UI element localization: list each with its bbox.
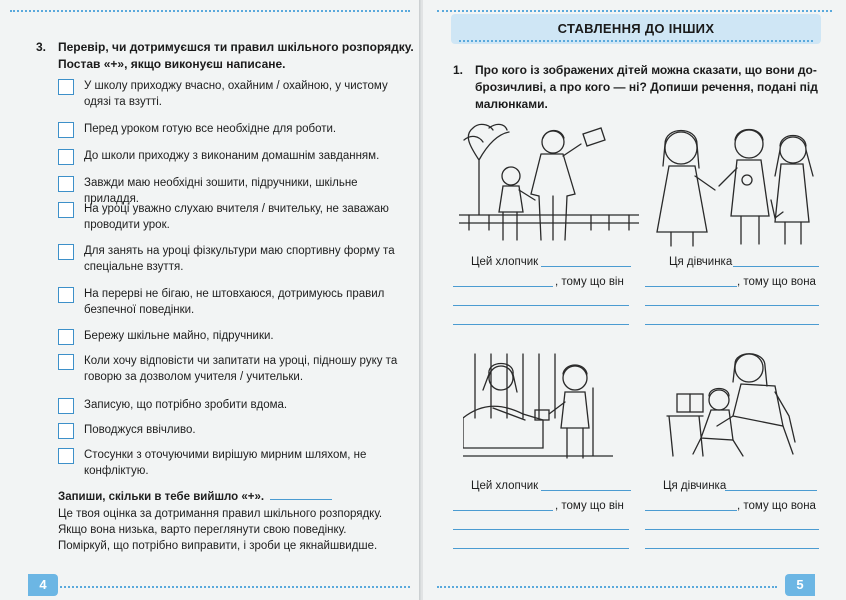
- checklist-item-text: Записую, що потрібно зробити вдома.: [84, 399, 288, 411]
- checklist-item-text: Бережу шкільне майно, підручники.: [84, 330, 274, 342]
- checkbox[interactable]: [58, 354, 74, 370]
- because-girl-2: , тому що вона: [737, 500, 816, 512]
- page-number: 4: [28, 574, 58, 596]
- answer-line[interactable]: [541, 490, 631, 491]
- caption-girl-2: Ця дівчинка: [663, 480, 727, 492]
- page-number: 5: [785, 574, 815, 596]
- because-boy-2: , тому що він: [555, 500, 624, 512]
- checklist-item-text: До школи приходжу з виконаним домашнім завданням.: [84, 150, 380, 162]
- checkbox[interactable]: [58, 149, 74, 165]
- answer-line[interactable]: [453, 286, 553, 287]
- checklist-item-text: У школу приходжу вчасно, охайним / охайною, у чистому одязі та взутті.: [84, 80, 388, 108]
- checkbox[interactable]: [58, 329, 74, 345]
- answer-line[interactable]: [733, 266, 819, 267]
- checkbox[interactable]: [58, 423, 74, 439]
- caption-boy-1: Цей хлопчик: [471, 256, 539, 268]
- section-title: СТАВЛЕННЯ ДО ІНШИХ: [451, 14, 821, 44]
- answer-line[interactable]: [453, 305, 629, 306]
- checklist-item: [58, 148, 398, 165]
- answer-line[interactable]: [645, 324, 819, 325]
- checklist-item: [58, 201, 398, 233]
- checkbox[interactable]: [58, 244, 74, 260]
- caption-boy-2: Цей хлопчик: [471, 480, 539, 492]
- plus-count-input[interactable]: [270, 499, 332, 500]
- bottom-dotted-border: [437, 586, 777, 588]
- summary-bold-line: [58, 489, 398, 505]
- checkbox[interactable]: [58, 122, 74, 138]
- checklist-item: [58, 78, 398, 110]
- answer-line[interactable]: [645, 286, 737, 287]
- checklist-item-text: Коли хочу відповісти чи запитати на уроці, підношу руку та говорю за дозволом учителя / учительки.: [84, 355, 398, 383]
- answer-line[interactable]: [541, 266, 631, 267]
- illustration-boys-camera: [459, 120, 639, 248]
- checklist-item: [58, 328, 398, 345]
- checklist-item: [58, 397, 398, 414]
- checklist-item-text: Перед уроком готую все необхідне для роботи.: [84, 123, 337, 135]
- top-dotted-border: [10, 10, 410, 12]
- top-dotted-border: [437, 10, 832, 12]
- answer-line[interactable]: [453, 324, 629, 325]
- checkbox[interactable]: [58, 202, 74, 218]
- because-girl-1: , тому що вона: [737, 276, 816, 288]
- answer-line[interactable]: [645, 548, 819, 549]
- task-title-line1: Перевір, чи дотримуєшся ти правил шкільного розпорядку.: [58, 40, 414, 54]
- checklist-item: [58, 422, 398, 439]
- left-page: [0, 0, 422, 600]
- because-boy-1: , тому що він: [555, 276, 624, 288]
- checklist-item: [58, 286, 398, 318]
- bottom-dotted-border: [60, 586, 410, 588]
- checklist-item-text: Завжди маю необхідні зошити, підручники, шкільне приладдя.: [84, 177, 358, 205]
- answer-line[interactable]: [645, 529, 819, 530]
- answer-line[interactable]: [453, 529, 629, 530]
- task-number: 3.: [36, 40, 47, 54]
- right-page: [423, 0, 846, 600]
- task-title-line2: Постав «+», якщо виконуєш написане.: [58, 57, 286, 71]
- answer-line[interactable]: [645, 305, 819, 306]
- checkbox[interactable]: [58, 398, 74, 414]
- task-text-line3: малюнками.: [475, 97, 548, 111]
- checklist-item: [58, 243, 398, 275]
- answer-line[interactable]: [453, 510, 553, 511]
- task-text-line2: брозичливі, а про кого — ні? Допиши речення, подані під: [475, 80, 818, 94]
- summary-line3: Поміркуй, що потрібно виправити, і зроби це якнайшвидше.: [58, 540, 378, 552]
- summary-line1: Це твоя оцінка за дотримання правил шкільного розпорядку.: [58, 508, 383, 520]
- checkbox[interactable]: [58, 79, 74, 95]
- illustration-girls: [651, 120, 821, 248]
- banner-dotted-border: [459, 40, 813, 42]
- illustration-mother-daughter: [663, 346, 813, 462]
- checklist-item-text: На уроці уважно слухаю вчителя / вчительку, не заважаю проводити урок.: [84, 203, 389, 231]
- checklist-item: [58, 121, 398, 138]
- checklist-item-text: Для занять на уроці фізкультури маю спортивну форму та спеціальне взуття.: [84, 245, 395, 273]
- caption-girl-1: Ця дівчинка: [669, 256, 733, 268]
- illustration-boy-visiting: [463, 348, 613, 460]
- summary-bold: Запиши, скільки в тебе вийшло «+».: [58, 491, 265, 503]
- checkbox[interactable]: [58, 287, 74, 303]
- checkbox[interactable]: [58, 448, 74, 464]
- checklist-item: [58, 353, 398, 385]
- answer-line[interactable]: [453, 548, 629, 549]
- checklist-item: [58, 447, 398, 479]
- summary-line2: Якщо вона низька, варто переглянути свою поведінку.: [58, 524, 347, 536]
- task-number: 1.: [453, 63, 464, 77]
- answer-line[interactable]: [725, 490, 817, 491]
- checklist-item-text: Поводжуся ввічливо.: [84, 424, 196, 436]
- task-text-line1: Про кого із зображених дітей можна сказати, що вони до-: [475, 63, 817, 77]
- checkbox[interactable]: [58, 176, 74, 192]
- checklist-item-text: На перерві не бігаю, не штовхаюся, дотримуюсь правил безпечної поведінки.: [84, 288, 385, 316]
- answer-line[interactable]: [645, 510, 737, 511]
- checklist-item-text: Стосунки з оточуючими вирішую мирним шляхом, не конфліктую.: [84, 449, 367, 477]
